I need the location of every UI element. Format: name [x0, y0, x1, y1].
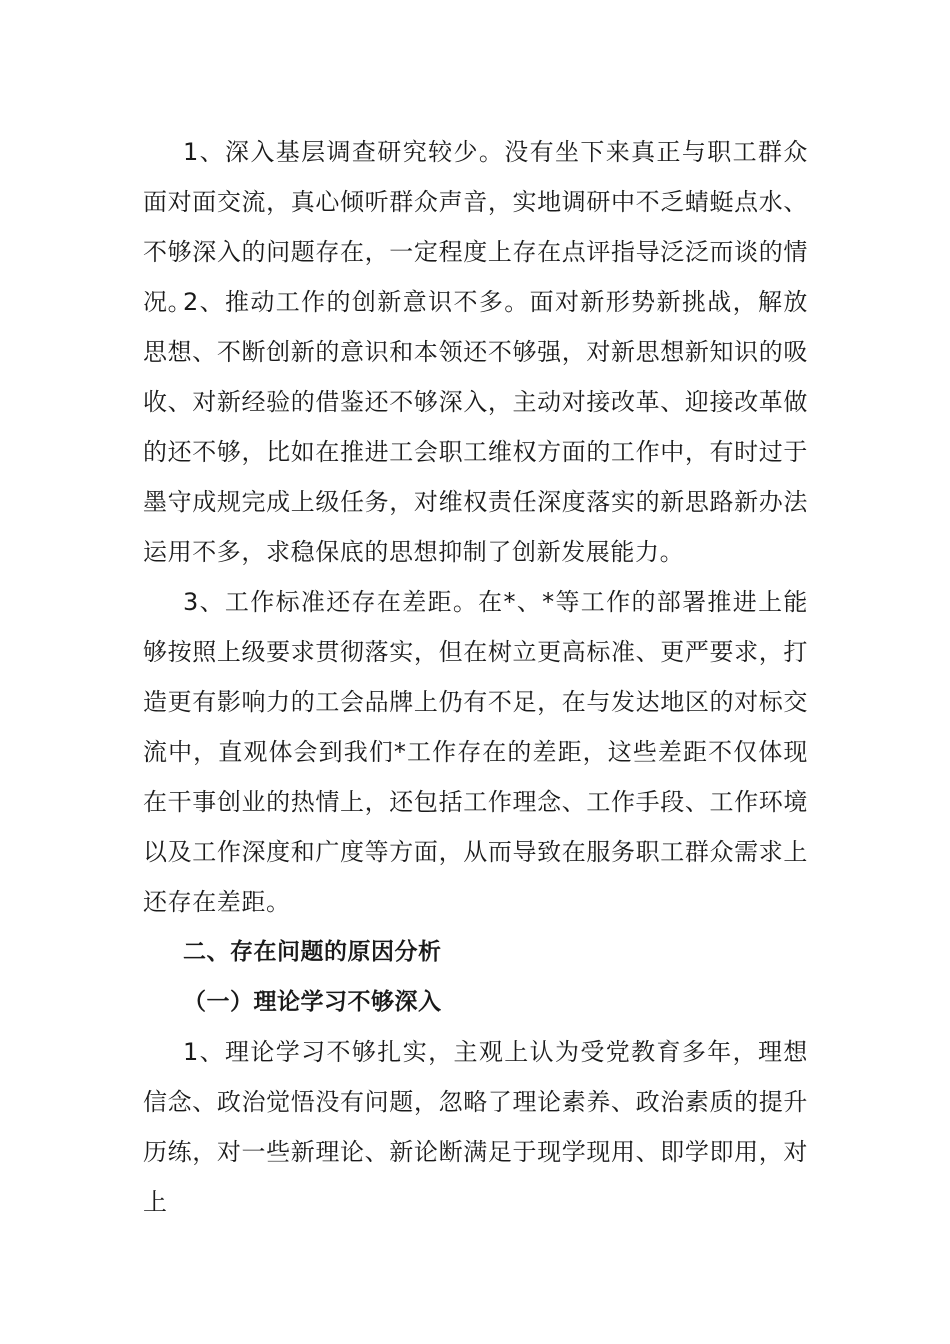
paragraph-theory-study: 1、理论学习不够扎实，主观上认为受党教育多年，理想信念、政治觉悟没有问题，忽略了理论素养、政治素质的提升历练，对一些新理论、新论断满足于现学现用、即学即用，对上: [143, 1038, 808, 1216]
paragraph-2-innovation: 2、推动工作的创新意识不多。面对新形势新挑战，解放思想、不断创新的意识和本领还不够强，对新思想新知识的吸收、对新经验的借鉴还不够深入，主动对接改革、迎接改革做的还不够，比如在推进工会职工维权方面的工作中，有时过于墨守成规完成上级任务，对维权责任深度落实的新思路新办法运用不多，求稳保底的思想抑制了创新发展能力。: [143, 288, 808, 566]
subsection-heading: （一）理论学习不够深入: [183, 989, 442, 1015]
section-heading: 二、存在问题的原因分析: [183, 939, 442, 965]
paragraph-1-research: 1、深入基层调查研究较少。没有坐下来真正与职工群众面对面交流，真心倾听群众声音，实地调研中不乏蜻蜓点水、不够深入的问题存在，一定程度上存在点评指导泛泛而谈的情况。: [143, 138, 808, 316]
paragraph-3-standards: 3、工作标准还存在差距。在*、*等工作的部署推进上能够按照上级要求贯彻落实，但在树立更高标准、更严要求，打造更有影响力的工会品牌上仍有不足，在与发达地区的对标交流中，直观体会到我们*工作存在的差距，这些差距不仅体现在干事创业的热情上，还包括工作理念、工作手段、工作环境以及工作深度和广度等方面，从而导致在服务职工群众需求上还存在差距。: [143, 588, 808, 916]
